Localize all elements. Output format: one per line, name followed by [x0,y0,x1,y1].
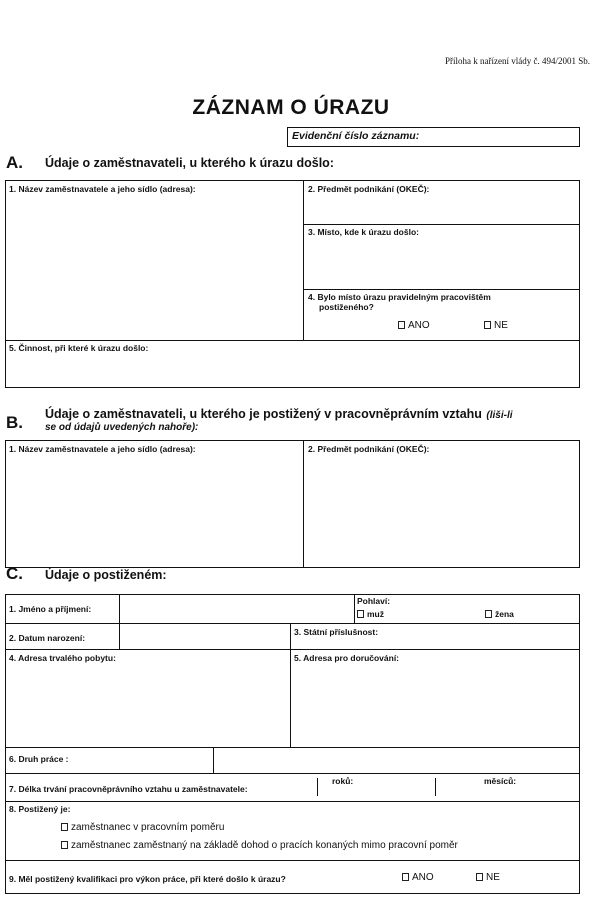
permanent-address-label: 4. Adresa trvalého pobytu: [9,653,116,663]
section-a-heading [6,153,23,173]
section-a-table [5,180,580,388]
qualification-label: 9. Měl postižený kvalifikaci pro výkon práce, při které došlo k úrazu? [9,874,286,884]
business-subject-b-field[interactable] [305,455,577,565]
business-subject-b-label: 2. Předmět podnikání (OKEČ): [308,444,430,454]
months-label: měsíců: [484,776,517,786]
section-a-letter: A. [6,153,23,172]
injury-place-field[interactable] [305,238,577,288]
checkbox-icon[interactable] [485,610,492,618]
employer-name-label: 1. Název zaměstnavatele a jeho sídlo (adresa): [9,184,196,194]
qualification-yes[interactable]: ANO [402,872,434,883]
section-b-title-block [45,405,580,423]
employer-b-name-label: 1. Název zaměstnavatele a jeho sídlo (adresa): [9,444,196,454]
record-number-field[interactable] [287,127,580,147]
years-field[interactable] [319,787,433,799]
work-type-field[interactable] [215,748,578,772]
delivery-address-label: 5. Adresa pro doručování: [294,653,400,663]
checkbox-icon[interactable] [357,610,364,618]
section-c-letter: C. [6,564,23,583]
permanent-address-field[interactable] [7,665,289,746]
status-agreement-option[interactable]: zaměstnanec zaměstnaný na základě dohod o pracích konaných mimo pracovní poměr [61,840,458,851]
work-type-label: 6. Druh práce : [9,754,69,764]
activity-field[interactable] [7,354,578,387]
regular-workplace-no[interactable]: NE [484,320,508,331]
section-b-note-2: se od údajů uvedených nahoře): [45,422,199,433]
checkbox-icon[interactable] [398,321,405,329]
checkbox-icon[interactable] [61,841,68,849]
injured-status-label: 8. Postižený je: [9,804,71,814]
section-b-heading [6,413,23,433]
regular-workplace-label-1: 4. Bylo místo úrazu pravidelným pracovištěm [308,292,491,302]
name-label: 1. Jméno a příjmení: [9,604,92,614]
injury-place-label: 3. Místo, kde k úrazu došlo: [308,227,419,237]
status-employee-option[interactable]: zaměstnanec v pracovním poměru [61,822,224,833]
checkbox-icon[interactable] [61,823,68,831]
gender-male-option[interactable]: muž [357,609,384,619]
employer-b-name-field[interactable] [7,455,301,565]
section-b-letter: B. [6,413,23,432]
regular-workplace-label-2: postiženého? [319,302,374,312]
birth-date-label: 2. Datum narození: [9,633,86,643]
appendix-note: Příloha k nařízení vlády č. 494/2001 Sb. [445,56,590,66]
employment-duration-label: 7. Délka trvání pracovněprávního vztahu u zaměstnavatele: [9,784,248,794]
page-title: ZÁZNAM O ÚRAZU [192,96,390,119]
section-b-title: Údaje o zaměstnavateli, u kterého je postižený v pracovněprávním vztahu [45,407,482,421]
section-c-table [5,594,580,894]
checkbox-icon[interactable] [402,873,409,881]
years-label: roků: [332,776,354,786]
record-number-label: Evidenční číslo záznamu: [292,130,420,142]
section-b-note-1: (liši-li [486,410,513,421]
gender-female-option[interactable]: žena [485,609,514,619]
birth-date-field[interactable] [121,624,289,648]
months-field[interactable] [437,787,577,799]
section-b-table [5,440,580,568]
name-field[interactable] [121,596,353,622]
section-c-title: Údaje o postiženém: [45,568,167,582]
activity-label: 5. Činnost, při které k úrazu došlo: [9,343,149,353]
nationality-label: 3. Státní příslušnost: [294,627,379,637]
qualification-no[interactable]: NE [476,872,500,883]
checkbox-icon[interactable] [476,873,483,881]
delivery-address-field[interactable] [292,665,578,746]
section-a-title: Údaje o zaměstnavateli, u kterého k úrazu došlo: [45,156,334,170]
gender-label: Pohlaví: [357,596,391,606]
nationality-field[interactable] [292,637,578,648]
employer-name-field[interactable] [7,195,301,339]
regular-workplace-yes[interactable]: ANO [398,320,430,331]
section-c-heading [6,564,23,584]
business-subject-field[interactable] [305,195,577,223]
checkbox-icon[interactable] [484,321,491,329]
business-subject-label: 2. Předmět podnikání (OKEČ): [308,184,430,194]
